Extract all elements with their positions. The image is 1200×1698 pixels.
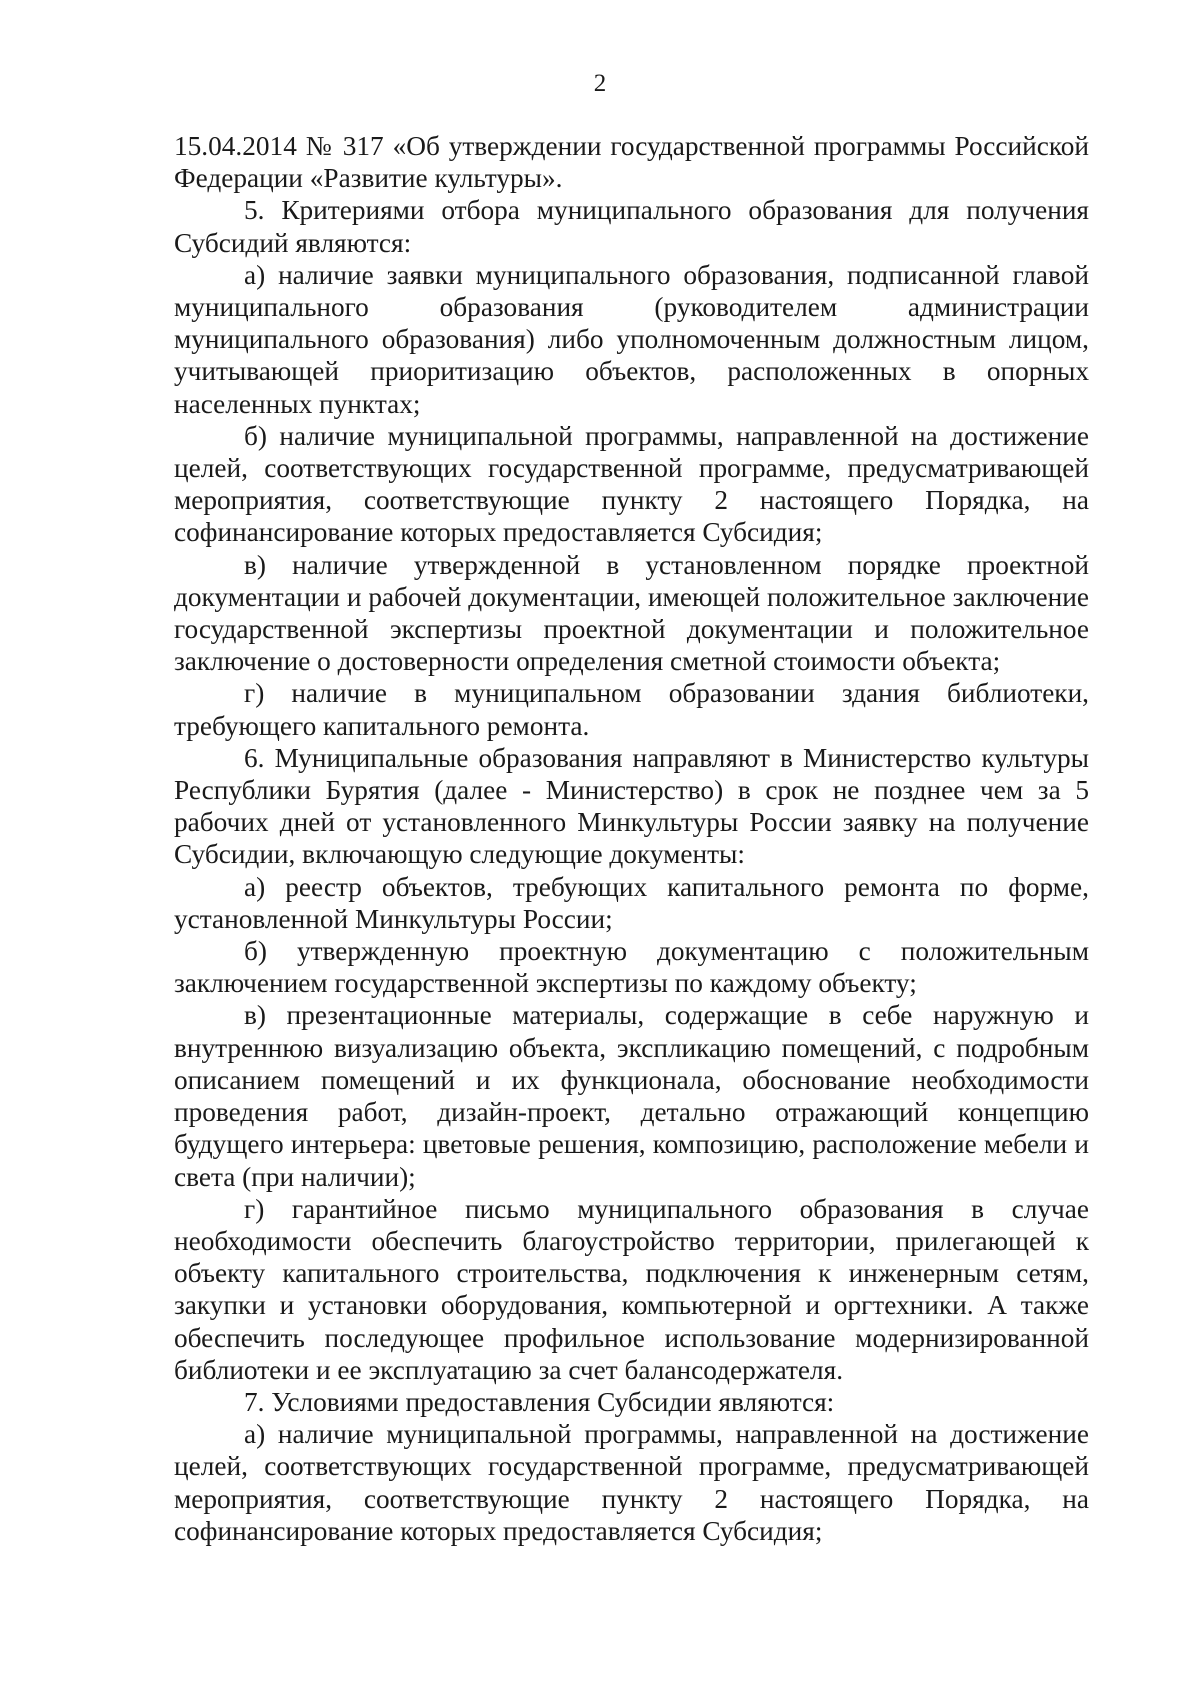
paragraph-6a: а) реестр объектов, требующих капитального ремонта по форме, установленной Минкультуры России; <box>174 871 1089 934</box>
document-body <box>174 130 1089 1547</box>
paragraph-5a: а) наличие заявки муниципального образования, подписанной главой муниципального образования (руководителем администрации муниципального образования) либо уполномоченным должностным лицом, учитывающей приоритизацию объектов, расположенных в опорных населенных пунктах; <box>174 259 1089 419</box>
paragraph-6g: г) гарантийное письмо муниципального образования в случае необходимости обеспечить благоустройство территории, прилегающей к объекту капитального строительства, подключения к инженерным сетям, закупки и установки оборудования, компьютерной и оргтехники. А также обеспечить последующее профильное использование модернизированной библиотеки и ее эксплуатацию за счет балансодержателя. <box>174 1193 1089 1385</box>
paragraph-6v: в) презентационные материалы, содержащие в себе наружную и внутреннюю визуализацию объекта, экспликацию помещений, с подробным описанием помещений и их функционала, обоснование необходимости проведения работ, дизайн-проект, детально отражающий концепцию будущего интерьера: цветовые решения, композицию, расположение мебели и света (при наличии); <box>174 1000 1089 1192</box>
paragraph-5g: г) наличие в муниципальном образовании здания библиотеки, требующего капитального ремонта. <box>174 678 1089 741</box>
paragraph-6-application: 6. Муниципальные образования направляют в Министерство культуры Республики Бурятия (далее - Министерство) в срок не позднее чем за 5 рабочих дней от установленного Минкультуры России заявку на получение Субсидии, включающую следующие документы: <box>174 742 1089 870</box>
paragraph-5b: б) наличие муниципальной программы, направленной на достижение целей, соответствующих государственной программе, предусматривающей мероприятия, соответствующие пункту 2 настоящего Порядка, на софинансирование которых предоставляется Субсидия; <box>174 420 1089 548</box>
paragraph-6b: б) утвержденную проектную документацию с положительным заключением государственной экспертизы по каждому объекту; <box>174 936 1089 999</box>
page-number: 2 <box>593 70 607 97</box>
paragraph-program-reference: 15.04.2014 № 317 «Об утверждении государственной программы Российской Федерации «Развитие культуры». <box>174 131 1089 194</box>
paragraph-7-conditions: 7. Условиями предоставления Субсидии являются: <box>244 1386 835 1417</box>
paragraph-5v: в) наличие утвержденной в установленном порядке проектной документации и рабочей документации, имеющей положительное заключение государственной экспертизы проектной документации и положительное заключение о достоверности определения сметной стоимости объекта; <box>174 549 1089 677</box>
paragraph-7a: а) наличие муниципальной программы, направленной на достижение целей, соответствующих государственной программе, предусматривающей мероприятия, соответствующие пункту 2 настоящего Порядка, на софинансирование которых предоставляется Субсидия; <box>174 1419 1089 1546</box>
paragraph-5-criteria: 5. Критериями отбора муниципального образования для получения Субсидий являются: <box>174 195 1089 258</box>
